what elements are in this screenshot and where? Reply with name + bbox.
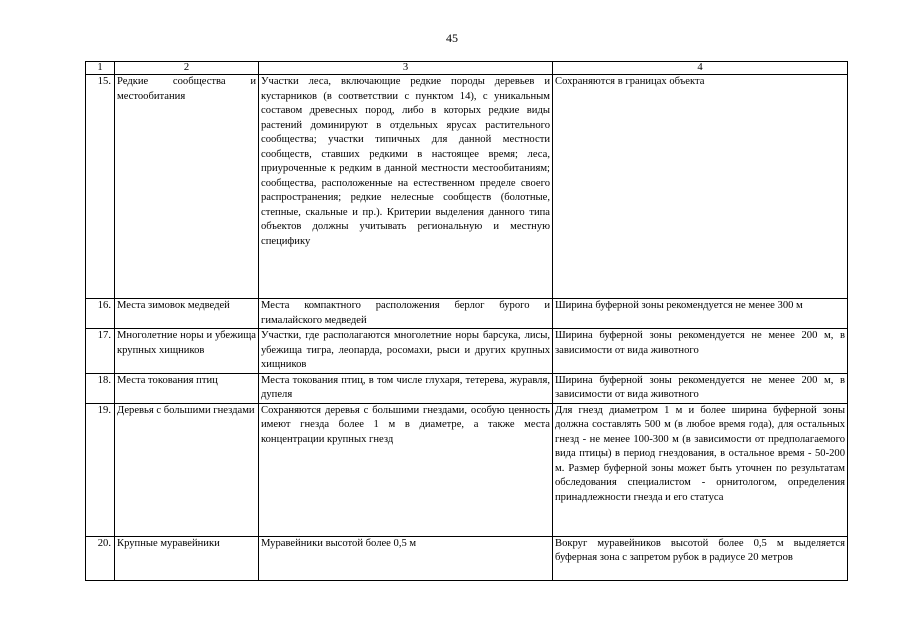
row-number: 17. xyxy=(86,329,115,374)
object-description: Сохраняются деревья с большими гнездами, особую ценность имеют гнезда более 1 м в диаметре, а также места концентрации крупных гнезд xyxy=(259,403,553,536)
row-number: 16. xyxy=(86,299,115,329)
column-header-4: 4 xyxy=(553,62,848,75)
column-header-2: 2 xyxy=(115,62,259,75)
table-row xyxy=(86,75,848,299)
row-number: 19. xyxy=(86,403,115,536)
row-number: 20. xyxy=(86,536,115,580)
table-header-row xyxy=(86,62,848,75)
object-name: Многолетние норы и убежища крупных хищников xyxy=(115,329,259,374)
table-row xyxy=(86,373,848,403)
object-name: Редкие сообщества и местообитания xyxy=(115,75,259,299)
page-number: 45 xyxy=(446,31,458,45)
object-name: Крупные муравейники xyxy=(115,536,259,580)
column-header-1: 1 xyxy=(86,62,115,75)
object-name: Деревья с большими гнездами xyxy=(115,403,259,536)
protection-measures: Ширина буферной зоны рекомендуется не менее 200 м, в зависимости от вида животного xyxy=(553,329,848,374)
protection-measures: Вокруг муравейников высотой более 0,5 м выделяется буферная зона с запретом рубок в радиусе 20 метров xyxy=(553,536,848,580)
object-description: Места токования птиц, в том числе глухаря, тетерева, журавля, дупеля xyxy=(259,373,553,403)
table-row xyxy=(86,403,848,536)
table-row xyxy=(86,299,848,329)
object-description: Участки, где располагаются многолетние норы барсука, лисы, убежища тигра, леопарда, росомахи, рыси и других крупных хищников xyxy=(259,329,553,374)
row-number: 15. xyxy=(86,75,115,299)
object-description: Места компактного расположения берлог бурого и гималайского медведей xyxy=(259,299,553,329)
object-name: Места токования птиц xyxy=(115,373,259,403)
table-row xyxy=(86,536,848,580)
document-table xyxy=(85,61,848,581)
protection-measures: Сохраняются в границах объекта xyxy=(553,75,848,299)
protection-measures: Для гнезд диаметром 1 м и более ширина буферной зоны должна составлять 500 м (в любое время года), для остальных гнезд - не менее 100-300 м (в зависимости от предполагаемого вида птицы) в период гнездования, в остальное время - 50-200 м. Размер буферной зоны может быть уточнен по результатам обследования специалистом - орнитологом, определения принадлежности гнезда и его статуса xyxy=(553,403,848,536)
object-description: Участки леса, включающие редкие породы деревьев и кустарников (в соответствии с пунктом 14), с уникальным составом древесных пород, либо в которых редкие виды растений доминируют в отдельных ярусах растительного сообщества; участки типичных для данной местности сообществ, ставших редкими в настоящее время; леса, приуроченные к редким в данной местности местообитаниям; сообщества, расположенные на естественном пределе своего распространения; редкие нелесные сообществ (болотные, степные, скальные и пр.). Критерии выделения данного типа объектов должны учитывать региональную и местную специфику xyxy=(259,75,553,299)
object-name: Места зимовок медведей xyxy=(115,299,259,329)
column-header-3: 3 xyxy=(259,62,553,75)
row-number: 18. xyxy=(86,373,115,403)
table-row xyxy=(86,329,848,374)
protection-measures: Ширина буферной зоны рекомендуется не менее 300 м xyxy=(553,299,848,329)
protection-measures: Ширина буферной зоны рекомендуется не менее 200 м, в зависимости от вида животного xyxy=(553,373,848,403)
object-description: Муравейники высотой более 0,5 м xyxy=(259,536,553,580)
